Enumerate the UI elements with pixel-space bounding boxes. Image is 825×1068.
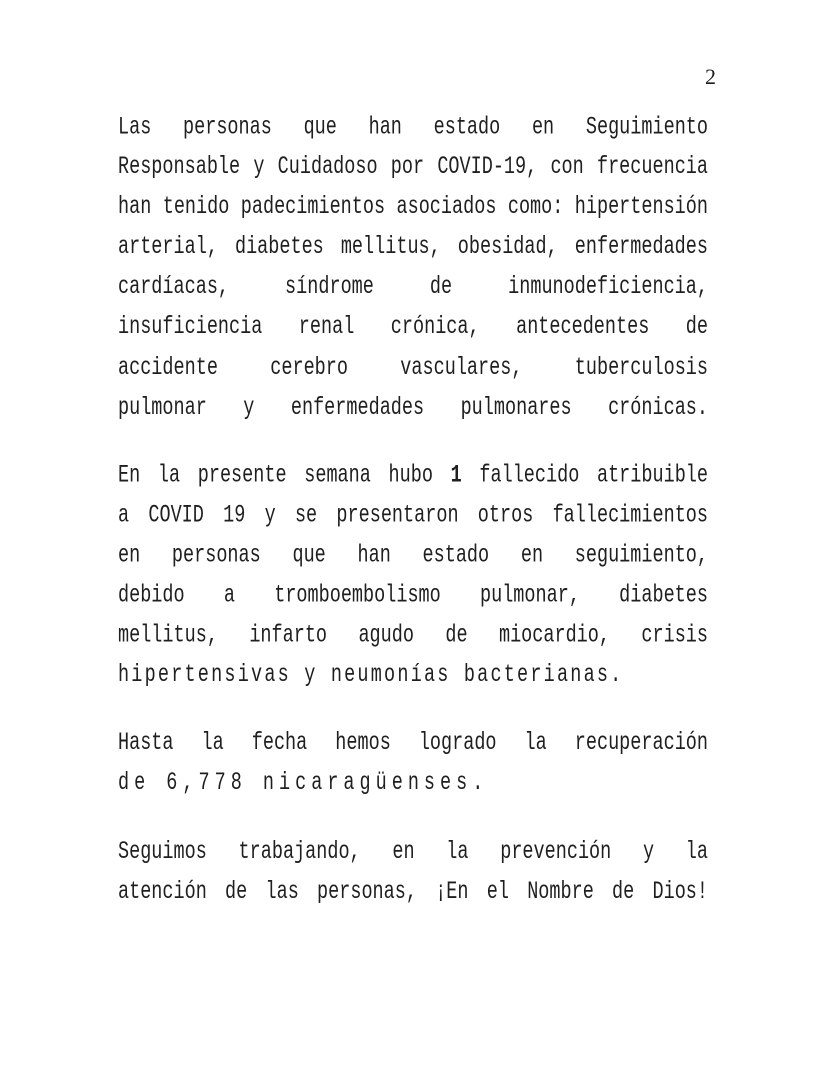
text-line (118, 188, 708, 228)
text-segment: Hasta la fecha hemos logrado la recuperación (118, 729, 708, 758)
text-segment: Seguimos trabajando, en la prevención y la (118, 837, 708, 866)
text-segment: insuficiencia renal crónica, antecedentes de (118, 313, 708, 342)
text-segment: mellitus, infarto agudo de miocardio, crisis (118, 621, 708, 650)
text-line (118, 268, 708, 308)
text-segment: en personas que han estado en seguimiento, (118, 541, 708, 570)
bold-count: 1 (450, 461, 462, 490)
text-segment: hipertensivas y neumonías bacterianas. (118, 661, 624, 690)
text-segment: pulmonar y enfermedades pulmonares crónicas. (118, 393, 708, 422)
text-line (118, 724, 708, 764)
text-line (118, 832, 708, 872)
paragraph (118, 456, 708, 696)
paragraph (118, 724, 708, 804)
text-line (118, 108, 708, 148)
text-segment: Las personas que han estado en Seguimiento (118, 113, 708, 142)
text-line (118, 536, 708, 576)
text-segment: a COVID 19 y se presentaron otros fallecimientos (118, 501, 708, 530)
text-line (118, 496, 708, 536)
text-segment: atención de las personas, ¡En el Nombre de Dios! (118, 877, 708, 906)
text-segment: En la presente semana hubo (118, 461, 451, 490)
paragraph (118, 832, 708, 912)
text-line (118, 656, 708, 696)
text-line (118, 308, 708, 348)
text-line (118, 348, 708, 388)
text-segment: accidente cerebro vasculares, tuberculosis (118, 353, 708, 382)
text-segment: cardíacas, síndrome de inmunodeficiencia, (118, 273, 708, 302)
text-segment: debido a tromboembolismo pulmonar, diabetes (118, 581, 708, 610)
paragraph (118, 108, 708, 428)
text-line (118, 872, 708, 912)
text-segment: arterial, diabetes mellitus, obesidad, enfermedades (118, 233, 708, 262)
document-body (118, 108, 708, 940)
text-line (118, 576, 708, 616)
text-segment: Responsable y Cuidadoso por COVID-19, con frecuencia (118, 153, 708, 182)
text-segment: de 6,778 nicaragüenses. (118, 769, 489, 798)
text-line (118, 148, 708, 188)
text-line (118, 764, 708, 804)
page-number: 2 (705, 64, 716, 89)
text-line (118, 388, 708, 428)
text-line (118, 456, 708, 496)
text-line (118, 228, 708, 268)
text-line (118, 616, 708, 656)
text-segment: fallecido atribuible (461, 461, 708, 490)
text-segment: han tenido padecimientos asociados como: hipertensión (118, 193, 708, 222)
